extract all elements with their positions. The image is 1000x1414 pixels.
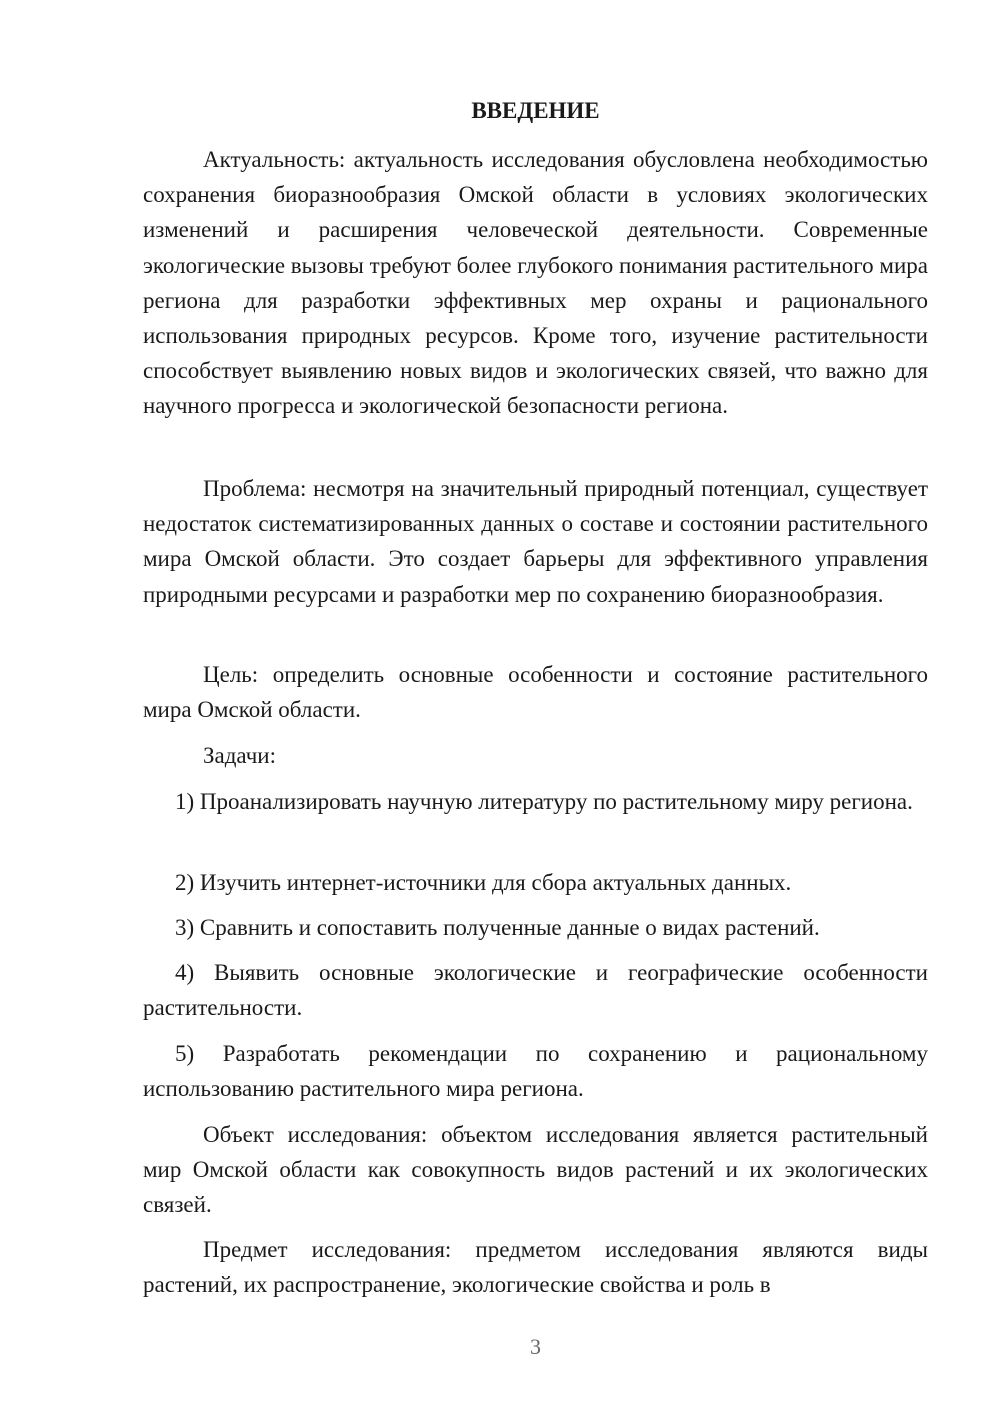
- task-item-3: 3) Сравнить и сопоставить полученные данные о видах растений.: [175, 915, 820, 940]
- task-item-5: 5) Разработать рекомендации по сохранению и рациональному использованию растительного мира региона.: [143, 1041, 928, 1102]
- task-item-1: 1) Проанализировать научную литературу по растительному миру региона.: [175, 789, 913, 814]
- paragraph-object: Объект исследования: объектом исследования является растительный мир Омской области как совокупность видов растений и их экологических связей.: [143, 1122, 928, 1218]
- tasks-label: Задачи:: [203, 743, 276, 768]
- paragraph-relevance: Актуальность: актуальность исследования обусловлена необходимостью сохранения биоразнообразия Омской области в условиях экологических изменений и расширения человеческой деятельности. Современные экологические вызовы требуют более глубокого понимания растительного мира региона для разработки эффективных мер охраны и рационального использования природных ресурсов. Кроме того, изучение растительности способствует выявлению новых видов и экологических связей, что важно для научного прогресса и экологической безопасности региона.: [143, 147, 928, 419]
- page-number: 3: [530, 1334, 541, 1359]
- paragraph-problem: Проблема: несмотря на значительный природный потенциал, существует недостаток систематизированных данных о составе и состоянии растительного мира Омской области. Это создает барьеры для эффективного управления природными ресурсами и разработки мер по сохранению биоразнообразия.: [143, 476, 928, 607]
- paragraph-goal: Цель: определить основные особенности и состояние растительного мира Омской области.: [143, 662, 928, 723]
- task-item-4: 4) Выявить основные экологические и географические особенности растительности.: [143, 960, 928, 1021]
- section-heading: ВВЕДЕНИЕ: [471, 98, 600, 123]
- task-item-2: 2) Изучить интернет-источники для сбора актуальных данных.: [175, 870, 792, 895]
- paragraph-subject: Предмет исследования: предметом исследования являются виды растений, их распространение, экологические свойства и роль в: [143, 1237, 928, 1298]
